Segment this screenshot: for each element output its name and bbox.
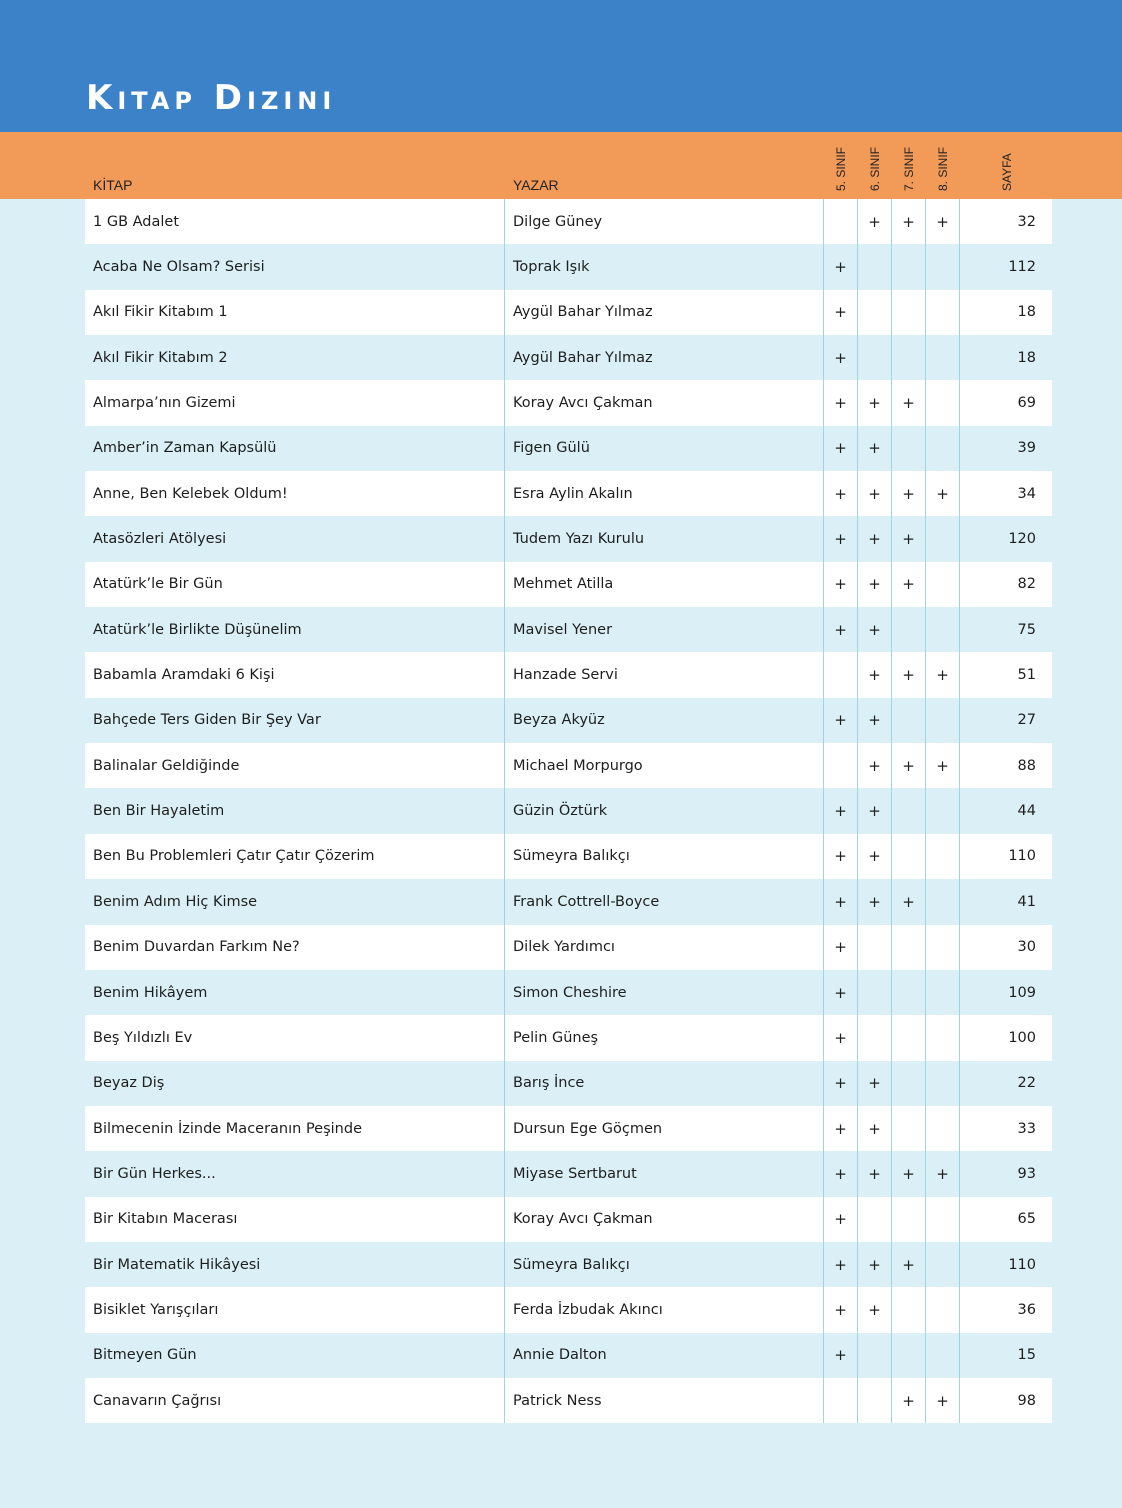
- grade-8-cell: [926, 698, 960, 743]
- grade-8-cell: [926, 925, 960, 970]
- grade-6-cell: +: [858, 1287, 892, 1332]
- grade-6-cell: [858, 1015, 892, 1060]
- table-row: [85, 1333, 1052, 1378]
- table-row: [85, 244, 1052, 289]
- grade-8-cell: +: [926, 1151, 960, 1196]
- grade-5-cell: +: [824, 834, 858, 879]
- grade-8-cell: [926, 1242, 960, 1287]
- author-cell: Sümeyra Balıkçı: [505, 1242, 824, 1287]
- grade-5-cell: +: [824, 607, 858, 652]
- author-cell: Sümeyra Balıkçı: [505, 834, 824, 879]
- book-title-cell: Benim Adım Hiç Kimse: [85, 879, 505, 924]
- author-cell: Barış İnce: [505, 1061, 824, 1106]
- grade-6-cell: [858, 925, 892, 970]
- grade-7-cell: [892, 335, 926, 380]
- grade-7-cell: +: [892, 380, 926, 425]
- table-row: [85, 1015, 1052, 1060]
- page-number-cell: 110: [1008, 848, 1036, 865]
- page-number-cell: 93: [1017, 1165, 1036, 1182]
- grade-7-cell: [892, 1197, 926, 1242]
- author-cell: Pelin Güneş: [505, 1015, 824, 1060]
- grade-7-cell: +: [892, 743, 926, 788]
- page-number-cell: 65: [1017, 1211, 1036, 1228]
- grade-6-cell: +: [858, 652, 892, 697]
- book-title-cell: Atatürk’le Birlikte Düşünelim: [85, 607, 505, 652]
- author-cell: Beyza Akyüz: [505, 698, 824, 743]
- grade-6-cell: [858, 335, 892, 380]
- page-number-cell: 51: [1017, 667, 1036, 684]
- grade-5-cell: +: [824, 1333, 858, 1378]
- book-title-cell: Atasözleri Atölyesi: [85, 516, 505, 561]
- grade-5-cell: +: [824, 1106, 858, 1151]
- grade-6-cell: +: [858, 1242, 892, 1287]
- page-number-cell: 18: [1017, 304, 1036, 321]
- table-row: [85, 1106, 1052, 1151]
- book-title-cell: Ben Bu Problemleri Çatır Çatır Çözerim: [85, 834, 505, 879]
- grade-8-cell: [926, 1333, 960, 1378]
- grade-6-cell: [858, 1378, 892, 1423]
- page-number-cell: 120: [1008, 531, 1036, 548]
- page-number-cell: 22: [1017, 1075, 1036, 1092]
- author-cell: Michael Morpurgo: [505, 743, 824, 788]
- grade-8-cell: [926, 879, 960, 924]
- grade-7-cell: [892, 834, 926, 879]
- grade-8-cell: [926, 1197, 960, 1242]
- grade-5-cell: +: [824, 1197, 858, 1242]
- header-grade-8: 8. SINIF: [936, 146, 950, 191]
- grade-8-cell: +: [926, 1378, 960, 1423]
- table-row: [85, 426, 1052, 471]
- author-cell: Aygül Bahar Yılmaz: [505, 290, 824, 335]
- author-cell: Patrick Ness: [505, 1378, 824, 1423]
- table-row: [85, 652, 1052, 697]
- table-row: [85, 743, 1052, 788]
- grade-5-cell: [824, 743, 858, 788]
- grade-5-cell: +: [824, 1151, 858, 1196]
- page-number-cell: 44: [1017, 803, 1036, 820]
- grade-8-cell: [926, 290, 960, 335]
- grade-7-cell: [892, 1333, 926, 1378]
- grade-7-cell: [892, 788, 926, 833]
- book-title-cell: 1 GB Adalet: [85, 199, 505, 244]
- book-title-cell: Benim Hikâyem: [85, 970, 505, 1015]
- grade-7-cell: [892, 244, 926, 289]
- header-grade-5: 5. SINIF: [834, 146, 848, 191]
- grade-5-cell: +: [824, 562, 858, 607]
- book-title-cell: Babamla Aramdaki 6 Kişi: [85, 652, 505, 697]
- grade-5-cell: +: [824, 1061, 858, 1106]
- grade-5-cell: +: [824, 879, 858, 924]
- grade-6-cell: +: [858, 380, 892, 425]
- author-cell: Annie Dalton: [505, 1333, 824, 1378]
- author-cell: Dilek Yardımcı: [505, 925, 824, 970]
- grade-8-cell: [926, 834, 960, 879]
- grade-8-cell: +: [926, 652, 960, 697]
- page-title: Kitap Dizini: [86, 78, 337, 118]
- grade-6-cell: +: [858, 516, 892, 561]
- grade-5-cell: +: [824, 516, 858, 561]
- grade-7-cell: [892, 925, 926, 970]
- grade-6-cell: +: [858, 1061, 892, 1106]
- author-cell: Toprak Işık: [505, 244, 824, 289]
- author-cell: Miyase Sertbarut: [505, 1151, 824, 1196]
- table-header-band: [0, 132, 1122, 199]
- grade-8-cell: [926, 516, 960, 561]
- grade-7-cell: +: [892, 562, 926, 607]
- grade-5-cell: +: [824, 244, 858, 289]
- page-number-cell: 69: [1017, 395, 1036, 412]
- grade-6-cell: +: [858, 562, 892, 607]
- book-title-cell: Akıl Fikir Kitabım 2: [85, 335, 505, 380]
- grade-7-cell: [892, 1287, 926, 1332]
- author-cell: Koray Avcı Çakman: [505, 1197, 824, 1242]
- book-title-cell: Bisiklet Yarışçıları: [85, 1287, 505, 1332]
- grade-7-cell: +: [892, 652, 926, 697]
- author-cell: Mehmet Atilla: [505, 562, 824, 607]
- grade-7-cell: +: [892, 1378, 926, 1423]
- table-row: [85, 788, 1052, 833]
- book-title-cell: Acaba Ne Olsam? Serisi: [85, 244, 505, 289]
- grade-8-cell: [926, 426, 960, 471]
- grade-5-cell: [824, 1378, 858, 1423]
- page-number-cell: 18: [1017, 349, 1036, 366]
- page-number-cell: 34: [1017, 485, 1036, 502]
- book-title-cell: Amber’in Zaman Kapsülü: [85, 426, 505, 471]
- table-row: [85, 1378, 1052, 1423]
- table-row: [85, 879, 1052, 924]
- author-cell: Hanzade Servi: [505, 652, 824, 697]
- grade-5-cell: +: [824, 1242, 858, 1287]
- page-number-cell: 41: [1017, 893, 1036, 910]
- grade-5-cell: [824, 199, 858, 244]
- grade-8-cell: +: [926, 199, 960, 244]
- grade-5-cell: +: [824, 426, 858, 471]
- grade-6-cell: +: [858, 199, 892, 244]
- table-row: [85, 562, 1052, 607]
- book-title-cell: Beş Yıldızlı Ev: [85, 1015, 505, 1060]
- grade-6-cell: [858, 1197, 892, 1242]
- author-cell: Figen Gülü: [505, 426, 824, 471]
- page-number-cell: 109: [1008, 984, 1036, 1001]
- author-cell: Aygül Bahar Yılmaz: [505, 335, 824, 380]
- book-title-cell: Bir Matematik Hikâyesi: [85, 1242, 505, 1287]
- header-grade-6: 6. SINIF: [868, 146, 882, 191]
- book-title-cell: Almarpa’nın Gizemi: [85, 380, 505, 425]
- author-cell: Dursun Ege Göçmen: [505, 1106, 824, 1151]
- grade-7-cell: +: [892, 516, 926, 561]
- table-row: [85, 1061, 1052, 1106]
- page-number-cell: 112: [1008, 259, 1036, 276]
- header-grade-7: 7. SINIF: [902, 146, 916, 191]
- grade-8-cell: +: [926, 471, 960, 516]
- book-title-cell: Ben Bir Hayaletim: [85, 788, 505, 833]
- book-index-table: [85, 199, 1052, 1423]
- page-number-cell: 100: [1008, 1029, 1036, 1046]
- table-row: [85, 290, 1052, 335]
- grade-5-cell: +: [824, 290, 858, 335]
- grade-8-cell: +: [926, 743, 960, 788]
- grade-5-cell: [824, 652, 858, 697]
- grade-8-cell: [926, 788, 960, 833]
- table-row: [85, 1197, 1052, 1242]
- book-title-cell: Balinalar Geldiğinde: [85, 743, 505, 788]
- grade-7-cell: [892, 698, 926, 743]
- book-title-cell: Canavarın Çağrısı: [85, 1378, 505, 1423]
- book-title-cell: Atatürk’le Bir Gün: [85, 562, 505, 607]
- table-row: [85, 970, 1052, 1015]
- table-row: [85, 925, 1052, 970]
- grade-6-cell: +: [858, 879, 892, 924]
- book-title-cell: Bir Gün Herkes...: [85, 1151, 505, 1196]
- book-title-cell: Bitmeyen Gün: [85, 1333, 505, 1378]
- grade-6-cell: +: [858, 698, 892, 743]
- grade-7-cell: [892, 970, 926, 1015]
- book-title-cell: Bahçede Ters Giden Bir Şey Var: [85, 698, 505, 743]
- book-title-cell: Benim Duvardan Farkım Ne?: [85, 925, 505, 970]
- grade-7-cell: [892, 607, 926, 652]
- book-title-cell: Akıl Fikir Kitabım 1: [85, 290, 505, 335]
- grade-7-cell: +: [892, 199, 926, 244]
- grade-6-cell: +: [858, 743, 892, 788]
- grade-7-cell: +: [892, 1151, 926, 1196]
- author-cell: Simon Cheshire: [505, 970, 824, 1015]
- grade-8-cell: [926, 1106, 960, 1151]
- page-number-cell: 82: [1017, 576, 1036, 593]
- grade-6-cell: [858, 244, 892, 289]
- grade-8-cell: [926, 562, 960, 607]
- header-book: KİTAP: [93, 177, 133, 193]
- grade-5-cell: +: [824, 471, 858, 516]
- grade-7-cell: +: [892, 879, 926, 924]
- grade-5-cell: +: [824, 335, 858, 380]
- grade-8-cell: [926, 335, 960, 380]
- header-author: YAZAR: [513, 177, 559, 193]
- page-number-cell: 27: [1017, 712, 1036, 729]
- grade-6-cell: +: [858, 1151, 892, 1196]
- grade-5-cell: +: [824, 970, 858, 1015]
- grade-6-cell: +: [858, 834, 892, 879]
- author-cell: Dilge Güney: [505, 199, 824, 244]
- book-title-cell: Bir Kitabın Macerası: [85, 1197, 505, 1242]
- book-title-cell: Beyaz Diş: [85, 1061, 505, 1106]
- grade-8-cell: [926, 1015, 960, 1060]
- grade-6-cell: [858, 290, 892, 335]
- grade-6-cell: [858, 1333, 892, 1378]
- page-number-cell: 30: [1017, 939, 1036, 956]
- table-row: [85, 471, 1052, 516]
- grade-5-cell: +: [824, 925, 858, 970]
- table-row: [85, 1242, 1052, 1287]
- grade-5-cell: +: [824, 1015, 858, 1060]
- page-number-cell: 33: [1017, 1120, 1036, 1137]
- page-number-cell: 39: [1017, 440, 1036, 457]
- table-row: [85, 607, 1052, 652]
- author-cell: Tudem Yazı Kurulu: [505, 516, 824, 561]
- table-row: [85, 199, 1052, 244]
- table-row: [85, 1151, 1052, 1196]
- grade-6-cell: +: [858, 1106, 892, 1151]
- header-page: SAYFA: [1000, 153, 1014, 191]
- grade-8-cell: [926, 380, 960, 425]
- page-number-cell: 75: [1017, 621, 1036, 638]
- grade-6-cell: [858, 970, 892, 1015]
- page-number-cell: 32: [1017, 213, 1036, 230]
- book-title-cell: Anne, Ben Kelebek Oldum!: [85, 471, 505, 516]
- grade-7-cell: +: [892, 471, 926, 516]
- grade-5-cell: +: [824, 380, 858, 425]
- grade-7-cell: +: [892, 1242, 926, 1287]
- grade-7-cell: [892, 1015, 926, 1060]
- page-number-cell: 15: [1017, 1347, 1036, 1364]
- page-number-cell: 98: [1017, 1392, 1036, 1409]
- author-cell: Koray Avcı Çakman: [505, 380, 824, 425]
- grade-8-cell: [926, 970, 960, 1015]
- page-number-cell: 88: [1017, 757, 1036, 774]
- table-row: [85, 834, 1052, 879]
- grade-6-cell: +: [858, 607, 892, 652]
- page-number-cell: 110: [1008, 1256, 1036, 1273]
- grade-7-cell: [892, 426, 926, 471]
- grade-6-cell: +: [858, 788, 892, 833]
- grade-8-cell: [926, 1287, 960, 1332]
- table-row: [85, 1287, 1052, 1332]
- grade-5-cell: +: [824, 788, 858, 833]
- grade-5-cell: +: [824, 1287, 858, 1332]
- grade-6-cell: +: [858, 471, 892, 516]
- grade-8-cell: [926, 244, 960, 289]
- table-row: [85, 698, 1052, 743]
- author-cell: Güzin Öztürk: [505, 788, 824, 833]
- grade-5-cell: +: [824, 698, 858, 743]
- table-row: [85, 380, 1052, 425]
- author-cell: Ferda İzbudak Akıncı: [505, 1287, 824, 1332]
- table-row: [85, 335, 1052, 380]
- grade-7-cell: [892, 1106, 926, 1151]
- author-cell: Mavisel Yener: [505, 607, 824, 652]
- grade-7-cell: [892, 290, 926, 335]
- book-title-cell: Bilmecenin İzinde Maceranın Peşinde: [85, 1106, 505, 1151]
- grade-7-cell: [892, 1061, 926, 1106]
- grade-8-cell: [926, 607, 960, 652]
- author-cell: Frank Cottrell-Boyce: [505, 879, 824, 924]
- page-number-cell: 36: [1017, 1301, 1036, 1318]
- grade-6-cell: +: [858, 426, 892, 471]
- author-cell: Esra Aylin Akalın: [505, 471, 824, 516]
- grade-8-cell: [926, 1061, 960, 1106]
- table-row: [85, 516, 1052, 561]
